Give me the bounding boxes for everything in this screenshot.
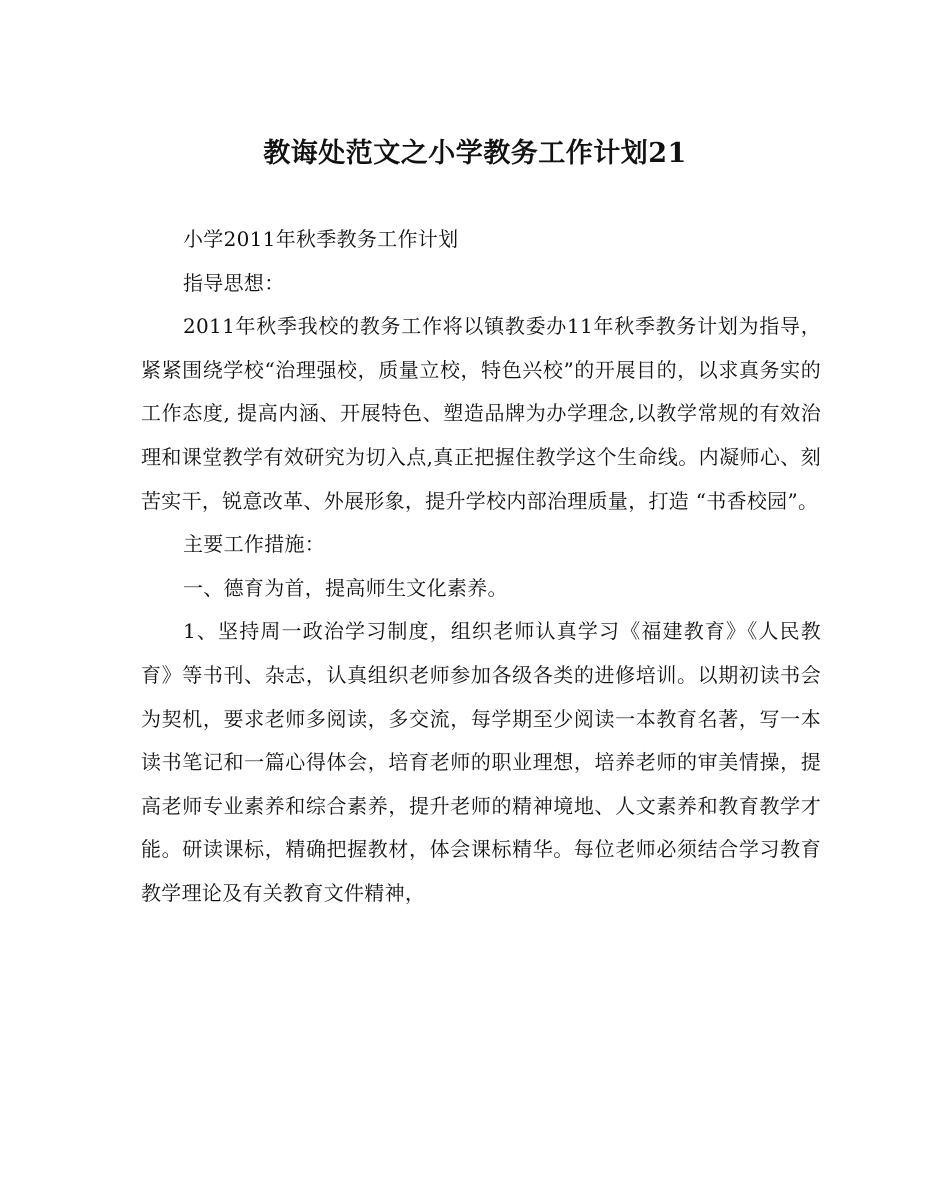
main-measures-heading: 主要工作措施： [183, 532, 326, 557]
document-body [141, 218, 821, 916]
measure-one-paragraph: 1、坚持周一政治学习制度，组织老师认真学习《福建教育》《人民教育》等书刊、杂志，认真组织老师参加各级各类的进修培训。以期初读书会为契机，要求老师多阅读，多交流，每学期至少阅读一本教育名著，写一本读书笔记和一篇心得体会，培育老师的职业理想，培养老师的审美情操，提高老师专业素养和综合素养，提升老师的精神境地、人文素养和教育教学才能。研读课标，精确把握教材，体会课标精华。每位老师必须结合学习教育教学理论及有关教育文件精神， [141, 619, 821, 905]
guiding-thought-paragraph: 2011年秋季我校的教务工作将以镇教委办11年秋季教务计划为指导，紧紧围绕学校“治理强校，质量立校，特色兴校”的开展目的，以求真务实的工作态度, 提高内涵、开展特色、塑造品牌为办学理念,以教学常规的有效治理和课堂教学有效研究为切入点,真正把握住教学这个生命线。内凝师心、刻苦实干，锐意改革、外展形象，提升学校内部治理质量，打造 “书香校园”。 [141, 314, 821, 513]
document-title: 教诲处范文之小学教务工作计划21 [263, 138, 687, 169]
plan-heading-paragraph: 小学2011年秋季教务工作计划 [183, 227, 459, 251]
section-one-heading: 一、德育为首，提高师生文化素养。 [183, 575, 508, 600]
guiding-thought-heading: 指导思想： [183, 270, 285, 295]
